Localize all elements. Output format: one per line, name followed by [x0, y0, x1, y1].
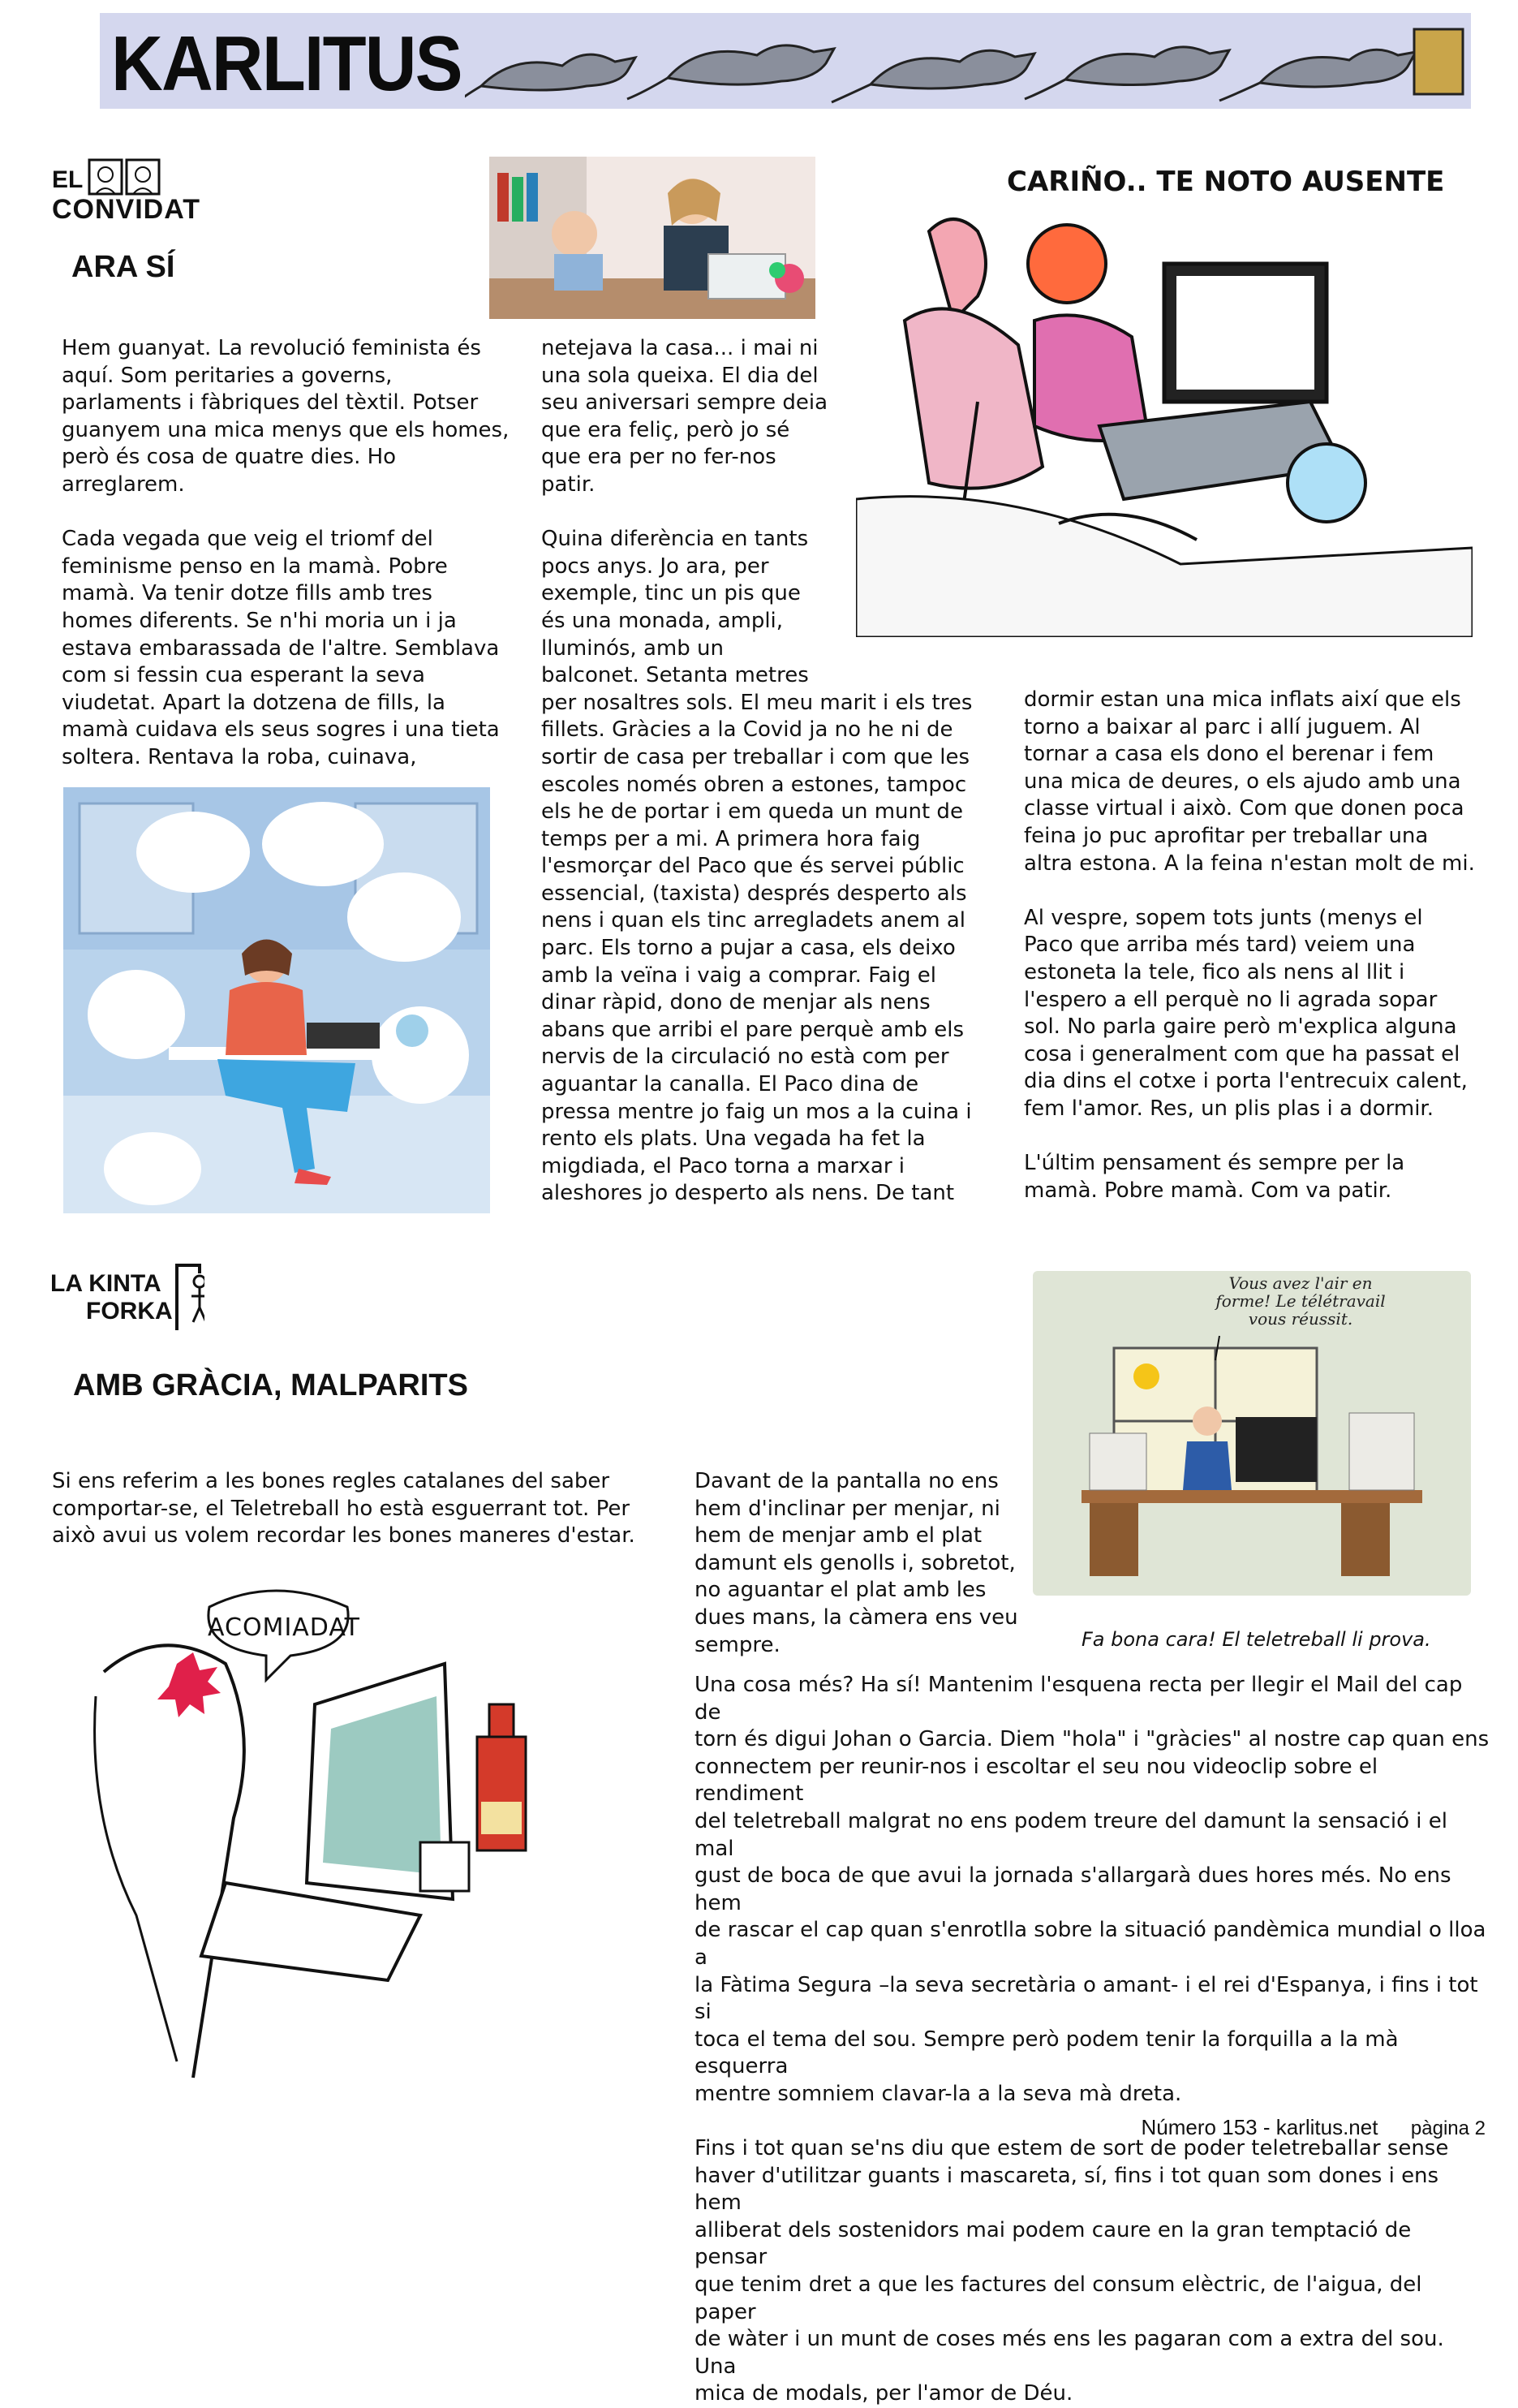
el-convidat-logo	[52, 158, 214, 231]
mother-baby-office-photo	[489, 157, 815, 319]
footer-issue: Número 153 - karlitus.net	[1141, 2115, 1378, 2139]
two-faces-icon	[88, 158, 162, 196]
teletravail-speech-bubble: Vous avez l'air en forme! Le télétravail vous réussit.	[1215, 1273, 1386, 1329]
kinta-column-right: Davant de la pantalla no ens hem d'inclinar per menjar, ni hem de menjar amb el plat damunt els genolls i, sobretot, no aguantar el plat amb les dues mans, la càmera ens veu sempre.	[694, 1469, 1018, 1657]
convidat-column-2: netejava la casa... i mai ni una sola queixa. El dia del seu aniversari sempre deia que era feliç, però jo sé que era per no fer-nos patir. Quina diferència en tants pocs anys. Jo ara, per exemple, tinc un pis que és una monada, ampli, lluminós, amb un balconet. Setanta metres per nosaltres sols. El meu marit i els tres fillets. Gràcies a la Covid ja no he ni de sortir de casa per treballar i com que les escoles només obren a estones, tampoc els he de portar i em queda un munt de temps per a mi. A primera hora faig l'esmorçar del Paco que és servei públic essencial, (taxista) després desperto als nens i quan els tinc arregladets anem al parc. Els torno a pujar a casa, els deixo amb la veïna i vaig a comprar. Faig el dinar ràpid, dono de menjar als nens abans que arribi el pare perquè amb els nervis de la circulació no està com per aguantar la canalla. El Paco dina de pressa mentre jo faig un mos a la cuina i rento els plats. Una vegada ha fet la migdiada, el Paco torna a marxar i aleshores jo desperto als nens. De tant	[541, 336, 973, 1206]
teletravail-cartoon	[1033, 1271, 1471, 1596]
gallows-icon	[172, 1262, 204, 1332]
la-kinta-forka-logo	[50, 1262, 213, 1335]
rats-banner-illustration	[465, 21, 1467, 106]
footer-page-number: pàgina 2	[1410, 2117, 1486, 2139]
acomiadat-cartoon	[63, 1574, 615, 2094]
la-kinta-forka-logo-line1: LA KINTA	[50, 1270, 161, 1297]
cartoon-caption: CARIÑO.. TE NOTO AUSENTE	[1007, 166, 1445, 198]
masthead	[100, 13, 1471, 109]
convidat-column-1: Hem guanyat. La revolució feminista és aquí. Som peritaries a governs, parlaments i fàbriques del tèxtil. Potser guanyem una mica menys que els homes, però és cosa de quatre dies. Ho arreglarem. Cada vegada que veig el triomf del feminisme penso en la mamà. Pobre mamà. Va tenir dotze fills amb tres homes diferents. Se n'hi moria un i ja estava embarassada de l'altre. Semblava com si fessin cua esperant la seva viudetat. Apart la dotzena de fills, la mamà cuidava els seus sogres i una tieta soltera. Rentava la roba, cuinava,	[62, 336, 510, 769]
convidat-article-title: ARA SÍ	[71, 250, 175, 284]
kinta-body: Una cosa més? Ha sí! Mantenim l'esquena recta per llegir el Mail del cap de torn és digui Johan o Garcia. Diem "hola" i "gràcies" al nostre cap quan ens connectem per reunir-nos i escoltar el seu nou videoclip sobre el rendiment del teletreball malgrat no ens podem treure del damunt la sensació i el mal gust de boca de que avui la jornada s'allargarà dues hores més. No ens hem de rascar el cap quan s'enrotlla sobre la situació pandèmica mundial o lloa a la Fàtima Segura –la seva secretària o amant- i el rei d'Espanya, i fins i tot si toca el tema del sou. Sempre però podem tenir la forquilla a la mà esquerra mentre somniem clavar-la a la seva mà dreta. Fins i tot quan se'ns diu que estem de sort de poder teletreballar sense haver d'utilitzar guants i mascareta, sí, fins i tot quan som dones i ens hem alliberat dels sostenidors mai podem caure en la gran temptació de pensar que tenim dret a que les factures del consum elèctric, de l'aigua, del paper de wàter i un munt de coses més ens les pagaran com a extra del sou. Una mica de modals, per l'amor de Déu.	[694, 1673, 1490, 2406]
el-convidat-logo-line2: CONVIDAT	[52, 194, 201, 225]
convidat-column-3: dormir estan una mica inflats així que els torno a baixar al parc i allí juguem. Al tornar a casa els dono el berenar i fem una mica de deures, o els ajudo amb una classe virtual i això. Com que donen poca feina jo puc aprofitar per treballar una altra estona. A la feina n'estan molt de mi. Al vespre, sopem tots junts (menys el Paco que arriba més tard) veiem una estoneta la tele, fico als nens al llit i l'espero a ell perquè no li agrada sopar sol. No parla gaire però m'explica alguna cosa i generalment com que ha passat el dia dins el cotxe i porta l'entrecuix calent, fem l'amor. Res, un plis plas i a dormir. L'últim pensament és sempre per la mamà. Pobre mamà. Com va patir.	[1024, 687, 1475, 1203]
acomiadat-speech-bubble: ACOMIADAT	[208, 1613, 360, 1642]
woman-overwhelmed-illustration	[63, 787, 490, 1213]
masthead-title: KARLITUS	[111, 20, 462, 107]
teletravail-cartoon-caption: Fa bona cara! El teletreball li prova.	[1082, 1628, 1431, 1651]
kinta-article-title: AMB GRÀCIA, MALPARITS	[73, 1368, 468, 1402]
el-convidat-logo-line1: EL	[52, 166, 84, 193]
kinta-intro: Si ens referim a les bones regles catalanes del saber comportar-se, el Teletreball ho està esguerrant tot. Per això avui us volem recordar les bones maneres d'estar.	[52, 1469, 635, 1549]
la-kinta-forka-logo-line2: FORKA	[86, 1298, 173, 1325]
page-footer	[1142, 2115, 1486, 2140]
